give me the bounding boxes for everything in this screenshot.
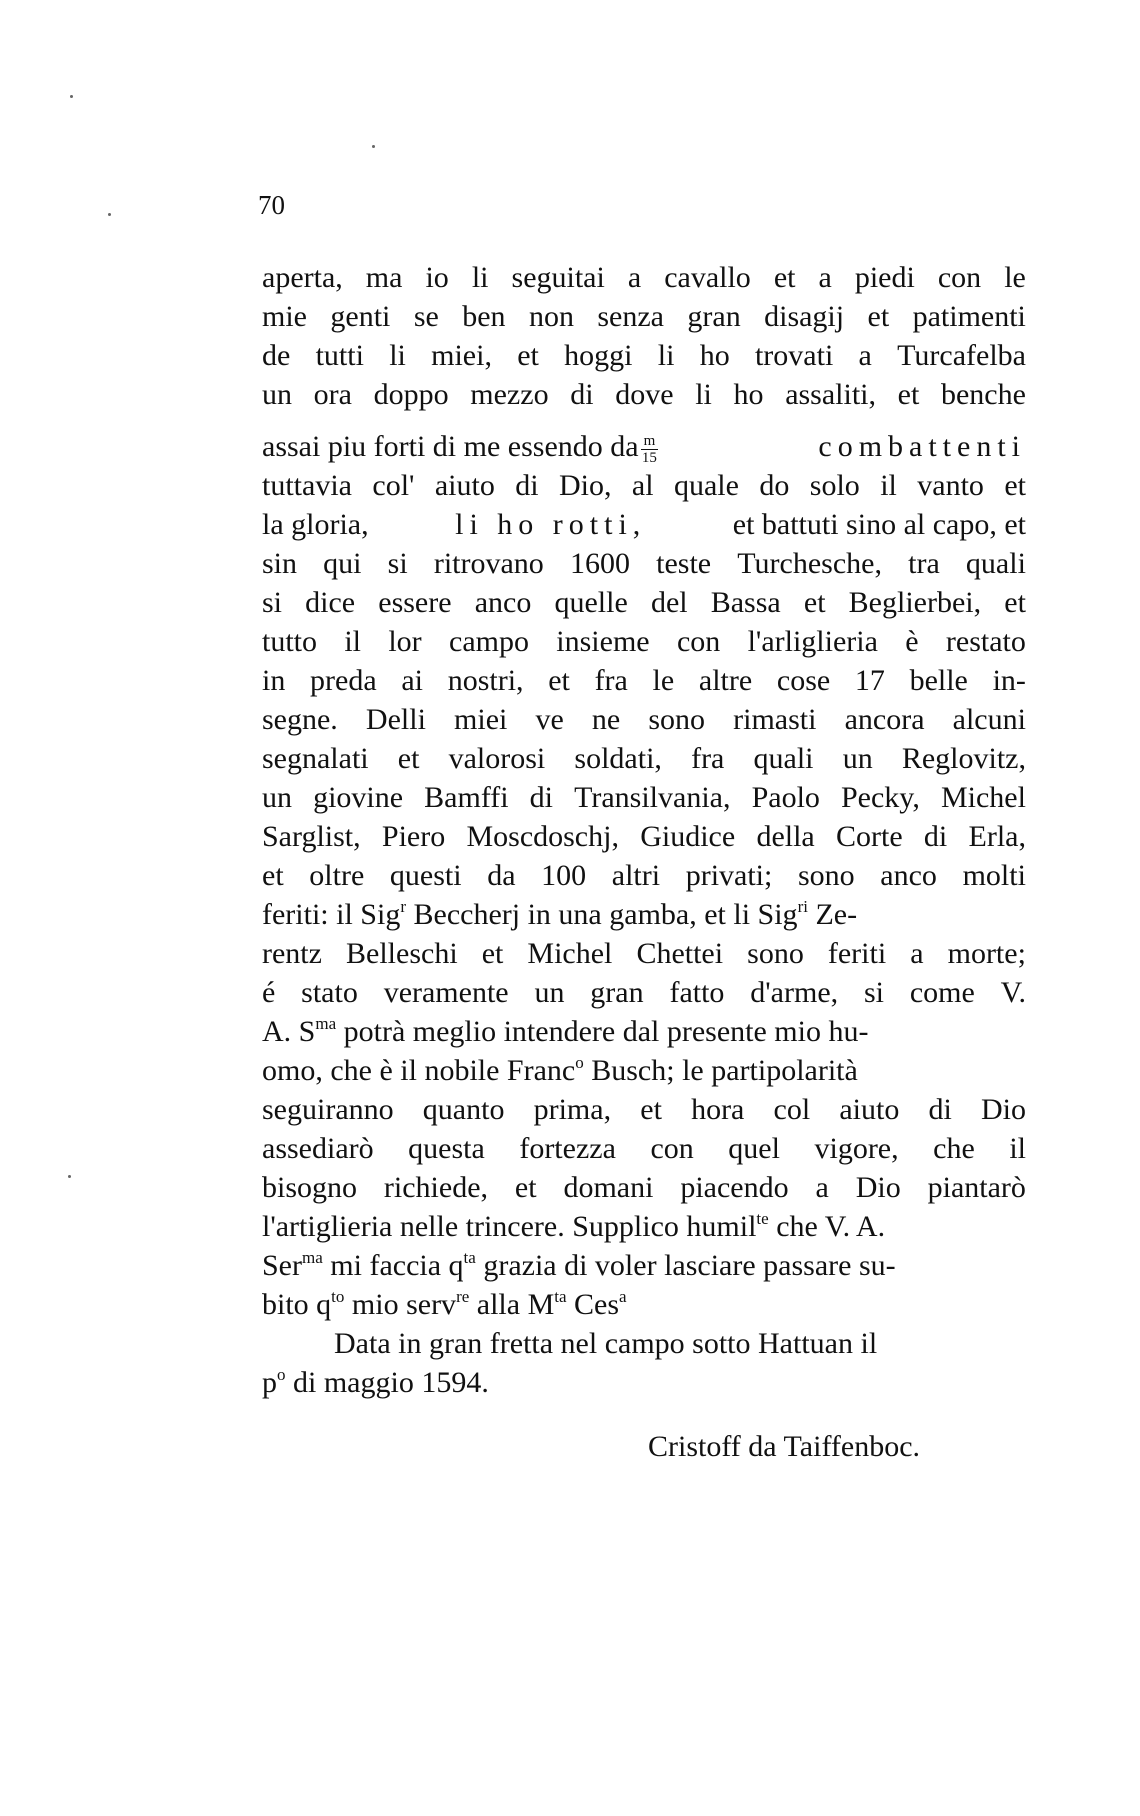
- text-line: Data in gran fretta nel campo sotto Hattuan il: [334, 1327, 878, 1360]
- word: domani: [563, 1171, 654, 1204]
- word: Moscdoschj,: [466, 820, 619, 853]
- word: Corte: [836, 820, 903, 853]
- word: aiuto: [434, 469, 495, 502]
- word: si: [864, 976, 885, 1009]
- word: sin: [262, 547, 298, 580]
- word: et: [1004, 469, 1026, 502]
- word: doppo: [373, 378, 449, 411]
- word: di: [515, 469, 539, 502]
- word: Dio: [981, 1093, 1026, 1126]
- word: a: [858, 339, 872, 372]
- word: segnalati: [262, 742, 369, 775]
- fraction: $\frac{m}{15}$: [641, 432, 657, 466]
- word: assediarò: [262, 1132, 374, 1165]
- word: Dio: [855, 1171, 901, 1204]
- word: Piero: [381, 820, 446, 853]
- word: a: [627, 261, 642, 294]
- word: ben: [462, 300, 506, 333]
- word: senza: [597, 300, 664, 333]
- word: tutti: [315, 339, 364, 372]
- word: molti: [962, 859, 1026, 892]
- text-line: [262, 856, 1026, 895]
- word: genti: [330, 300, 391, 333]
- word: ora: [313, 378, 352, 411]
- word: mezzo: [470, 378, 549, 411]
- word: rimasti: [733, 703, 817, 736]
- word: preda: [310, 664, 377, 697]
- word: cose: [776, 664, 831, 697]
- word: anco: [474, 586, 532, 619]
- word: altri: [611, 859, 661, 892]
- word: in-: [992, 664, 1026, 697]
- word: col': [372, 469, 415, 502]
- word: teste: [656, 547, 712, 580]
- word: dove: [615, 378, 674, 411]
- word: Pecky,: [840, 781, 920, 814]
- text-line: [262, 973, 1026, 1012]
- word: trovati: [754, 339, 834, 372]
- word: fatto: [669, 976, 725, 1009]
- word: bisogno: [262, 1171, 358, 1204]
- word: Chettei: [636, 937, 724, 970]
- word: belle: [909, 664, 968, 697]
- word: benche: [940, 378, 1026, 411]
- word: et: [514, 1171, 537, 1204]
- text-line: [262, 622, 1026, 661]
- word: Sarglist,: [262, 820, 361, 853]
- word: quali: [965, 547, 1026, 580]
- word: quel: [728, 1132, 780, 1165]
- word: dice: [305, 586, 356, 619]
- word: Reglovitz,: [901, 742, 1026, 775]
- word: et: [517, 339, 539, 372]
- word: hora: [691, 1093, 745, 1126]
- text-line: [262, 336, 1026, 375]
- word: di: [928, 1093, 952, 1126]
- word: con: [937, 261, 982, 294]
- word: hoggi: [564, 339, 633, 372]
- word: li: [389, 339, 406, 372]
- word: vanto: [917, 469, 984, 502]
- word: gran: [590, 976, 644, 1009]
- text-line: [262, 739, 1026, 778]
- word: tra: [908, 547, 940, 580]
- word: da: [487, 859, 516, 892]
- text-line: Ser$^{ma}$ mi faccia $q^{ta}$ grazia di voler lasciare passare su-: [262, 1248, 896, 1282]
- word: et: [548, 664, 570, 697]
- word: oltre: [309, 859, 365, 892]
- text-line: omo, che è il nobile Franc$^o$ Busch; le partipolarità: [262, 1053, 858, 1087]
- word: piacendo: [680, 1171, 789, 1204]
- text-line: A. $S^{ma}$ potrà meglio intendere dal presente mio hu-: [262, 1014, 869, 1048]
- word: si: [387, 547, 408, 580]
- word: Paolo: [751, 781, 820, 814]
- word: della: [756, 820, 815, 853]
- word: aperta,: [262, 261, 343, 294]
- word: Transilvania,: [574, 781, 731, 814]
- word: li: [471, 261, 489, 294]
- word: piantarò: [927, 1171, 1026, 1204]
- word: come: [909, 976, 975, 1009]
- word: a: [818, 261, 832, 294]
- word: ritrovano: [433, 547, 544, 580]
- word: tutto: [262, 625, 318, 658]
- word: et: [481, 937, 504, 970]
- word: questa: [408, 1132, 485, 1165]
- word: con: [676, 625, 721, 658]
- text-line: l'artiglieria nelle trincere. Supplico humil$^{te}$ che V. A.: [262, 1209, 886, 1243]
- text-line: [262, 700, 1026, 739]
- word: et: [262, 859, 284, 892]
- word: lor: [388, 625, 422, 658]
- text-line: la gloria, li ho rotti, et battuti sino al capo, et: [262, 508, 1026, 541]
- word: altre: [698, 664, 753, 697]
- letter-body: [262, 258, 1026, 1402]
- word: li: [657, 339, 675, 372]
- word: rentz: [262, 937, 322, 970]
- word: cavallo: [664, 261, 751, 294]
- word: ma: [365, 261, 403, 294]
- word: di: [570, 378, 594, 411]
- word: 100: [541, 859, 587, 892]
- word: et: [397, 742, 420, 775]
- word: Belleschi: [346, 937, 458, 970]
- text-line: $p^o$ di maggio 1594.: [262, 1365, 489, 1399]
- word: anco: [880, 859, 937, 892]
- word: veramente: [383, 976, 509, 1009]
- word: d'arme,: [750, 976, 839, 1009]
- word: 1600: [569, 547, 630, 580]
- word: di: [529, 781, 554, 814]
- word: et: [1004, 586, 1026, 619]
- word: è: [905, 625, 919, 658]
- word: seguiranno: [262, 1093, 394, 1126]
- word: ve: [535, 703, 564, 736]
- word: morte;: [947, 937, 1026, 970]
- word: feriti: [827, 937, 887, 970]
- word: sono: [747, 937, 804, 970]
- word: quali: [753, 742, 814, 775]
- word: al: [631, 469, 654, 502]
- text-line: [262, 1129, 1026, 1168]
- text-line: [262, 375, 1026, 414]
- word: Bassa: [710, 586, 781, 619]
- text-line: [262, 258, 1026, 297]
- text-line: assai piu forti di me essendo da $\frac{m}{15}$ combattenti: [262, 430, 1026, 466]
- word: se: [413, 300, 439, 333]
- page-number: 70: [258, 190, 285, 220]
- word: privati;: [685, 859, 773, 892]
- word: con: [650, 1132, 694, 1165]
- word: prima,: [533, 1093, 612, 1126]
- word: del: [650, 586, 688, 619]
- signature: Cristoff da Taiffenboc.: [648, 1430, 921, 1463]
- word: valorosi: [448, 742, 546, 775]
- word: Dio,: [559, 469, 612, 502]
- word: miei: [454, 703, 508, 736]
- word: li: [695, 378, 712, 411]
- print-speck: [372, 145, 375, 148]
- word: vigore,: [814, 1132, 899, 1165]
- word: Erla,: [968, 820, 1026, 853]
- print-speck: [68, 1175, 71, 1178]
- word: il: [344, 625, 362, 658]
- text-line: feriti: il Sig$^r$ Beccherj in una gamba, et li Sig$^{ri}$ Ze-: [262, 897, 858, 931]
- word: Beglierbei,: [848, 586, 982, 619]
- word: assaliti,: [785, 378, 877, 411]
- word: quelle: [554, 586, 628, 619]
- word: segne.: [262, 703, 338, 736]
- word: Michel: [940, 781, 1026, 814]
- text-line: [262, 778, 1026, 817]
- word: le: [652, 664, 675, 697]
- word: che: [933, 1132, 975, 1165]
- word: ho: [699, 339, 730, 372]
- word: patimenti: [912, 300, 1026, 333]
- text-line: [262, 934, 1026, 973]
- word: di: [923, 820, 948, 853]
- word: Turchesche,: [737, 547, 882, 580]
- word: et: [773, 261, 796, 294]
- text-line: [262, 817, 1026, 856]
- word: nostri,: [447, 664, 524, 697]
- word: stato: [301, 976, 358, 1009]
- word: il: [880, 469, 897, 502]
- word: giovine: [313, 781, 404, 814]
- word: l'arliglieria: [747, 625, 878, 658]
- word: aiuto: [839, 1093, 900, 1126]
- word: un: [262, 781, 292, 814]
- word: soldati,: [574, 742, 662, 775]
- word: Delli: [365, 703, 426, 736]
- word: questi: [389, 859, 462, 892]
- word: il: [1009, 1132, 1026, 1165]
- word: et: [803, 586, 826, 619]
- word: col: [773, 1093, 811, 1126]
- word: a: [910, 937, 924, 970]
- word: in: [262, 664, 286, 697]
- word: gran: [687, 300, 741, 333]
- word: ho: [733, 378, 764, 411]
- word: miei,: [431, 339, 492, 372]
- word: fortezza: [519, 1132, 616, 1165]
- text-line: [262, 661, 1026, 700]
- word: mie: [262, 300, 307, 333]
- word: Giudice: [640, 820, 736, 853]
- word: campo: [449, 625, 529, 658]
- word: le: [1004, 261, 1026, 294]
- print-speck: [70, 95, 73, 98]
- word: quale: [673, 469, 739, 502]
- word: do: [759, 469, 790, 502]
- word: Turcafelba: [897, 339, 1026, 372]
- word: é: [262, 976, 276, 1009]
- word: fra: [691, 742, 725, 775]
- word: piedi: [854, 261, 915, 294]
- word: seguitai: [511, 261, 605, 294]
- word: qui: [323, 547, 362, 580]
- word: un: [534, 976, 565, 1009]
- word: de: [262, 339, 291, 372]
- word: Bamffi: [424, 781, 509, 814]
- word: si: [262, 586, 283, 619]
- word: V.: [1000, 976, 1026, 1009]
- word: ne: [591, 703, 621, 736]
- word: non: [528, 300, 574, 333]
- word: ai: [401, 664, 423, 697]
- word: restato: [945, 625, 1026, 658]
- word: io: [425, 261, 449, 294]
- word: ancora: [844, 703, 925, 736]
- word: alcuni: [952, 703, 1026, 736]
- text-line: [262, 544, 1026, 583]
- word: a: [815, 1171, 829, 1204]
- word: fra: [594, 664, 628, 697]
- word: un: [842, 742, 873, 775]
- word: un: [262, 378, 292, 411]
- word: et: [897, 378, 920, 411]
- word: sono: [648, 703, 706, 736]
- word: et: [640, 1093, 662, 1126]
- word: solo: [809, 469, 860, 502]
- word: insieme: [556, 625, 650, 658]
- word: richiede,: [383, 1171, 489, 1204]
- word: 17: [854, 664, 885, 697]
- word: et: [867, 300, 890, 333]
- text-line: [262, 297, 1026, 336]
- word: Michel: [527, 937, 613, 970]
- text-line: [262, 1090, 1026, 1129]
- word: essere: [378, 586, 452, 619]
- word: tuttavia: [262, 469, 352, 502]
- text-line: [262, 583, 1026, 622]
- text-line: [262, 1168, 1026, 1207]
- text-line: bito $q^{to}$ mio serv$^{re}$ alla $M^{ta}$ Ces$^a$: [262, 1287, 627, 1321]
- word: disagij: [764, 300, 845, 333]
- text-line: [262, 466, 1026, 505]
- word: quanto: [422, 1093, 505, 1126]
- word: sono: [797, 859, 855, 892]
- print-speck: [108, 213, 111, 216]
